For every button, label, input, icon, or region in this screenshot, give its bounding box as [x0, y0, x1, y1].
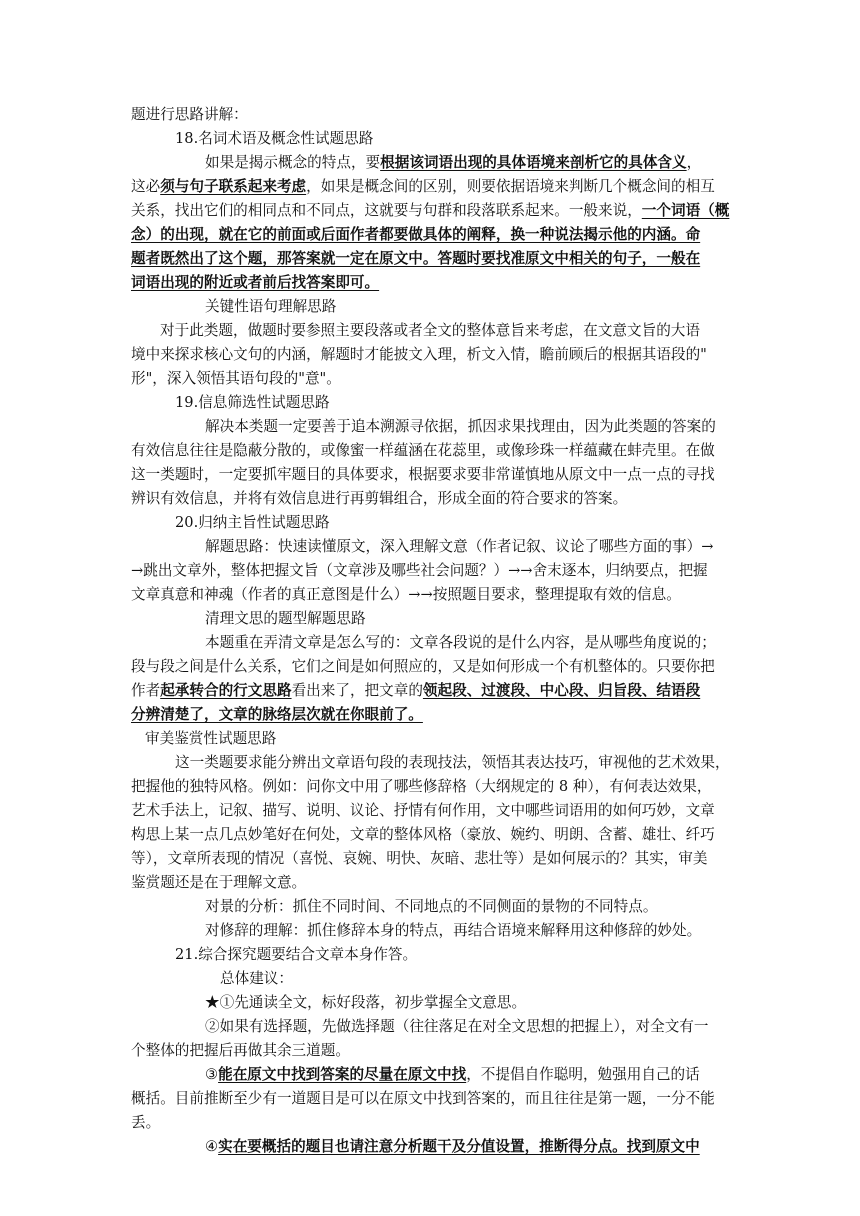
text-line: 题进行思路讲解： [131, 106, 248, 123]
text-line: 等），文章所表现的情况（喜悦、哀婉、明快、灰暗、悲壮等）是如何展示的？其实，审美 [131, 850, 708, 867]
section-heading: 19.信息筛选性试题思路 [175, 394, 330, 411]
text-line: 分辨清楚了，文章的脉络层次就在你眼前了。 [131, 706, 423, 723]
list-item: ★①先通读全文，标好段落，初步掌握全文意思。 [205, 994, 527, 1011]
text-line: 这一类题要求能分辨出文章语句段的表现技法，领悟其表达技巧，审视他的艺术效果， [175, 754, 730, 771]
text-line: 作者起承转合的行文思路看出来了，把文章的领起段、过渡段、中心段、归旨段、结语段 [131, 682, 701, 699]
text-line: 境中来探求核心文句的内涵，解题时才能披文入理，析文入情，瞻前顾后的根据其语段的" [131, 346, 707, 363]
text-line: 概括。目前推断至少有一道题目是可以在原文中找到答案的，而且往往是第一题，一分不能 [131, 1090, 715, 1107]
section-heading: 20.归纳主旨性试题思路 [175, 514, 330, 531]
section-heading: 清理文思的题型解题思路 [205, 610, 366, 627]
text-line: 丢。 [131, 1114, 161, 1131]
text-line: 对于此类题，做题时要参照主要段落或者全文的整体意旨来考虑，在文意文旨的大语 [160, 322, 700, 339]
section-heading: 关键性语句理解思路 [205, 298, 337, 315]
text-line: 这一类题时，一定要抓牢题目的具体要求，根据要求要非常谨慎地从原文中一点一点的寻找 [131, 466, 715, 483]
text-line: →跳出文章外，整体把握文旨（文章涉及哪些社会问题？）→→舍末逐本，归纳要点，把握 [131, 562, 708, 579]
text-line: 个整体的把握后再做其余三道题。 [131, 1042, 350, 1059]
text-line: 解题思路：快速读懂原文，深入理解文意（作者记叙、议论了哪些方面的事）→ [205, 538, 714, 555]
text-line: 把握他的独特风格。例如：问你文中用了哪些修辞格（大纲规定的 8 种），有何表达效果， [131, 778, 712, 795]
text-line: 鉴赏题还是在于理解文意。 [131, 874, 307, 891]
text-line: 形"，深入领悟其语句段的"意"。 [131, 370, 341, 387]
text-line: 文章真意和神魂（作者的真正意图是什么）→→按照题目要求，整理提取有效的信息。 [131, 586, 681, 603]
text-line: 对景的分析：抓住不同时间、不同地点的不同侧面的景物的不同特点。 [205, 898, 658, 915]
text-line: 构思上某一点几点妙笔好在何处，文章的整体风格（豪放、婉约、明朗、含蓄、雄壮、纤巧 [131, 826, 715, 843]
section-heading: 审美鉴赏性试题思路 [145, 730, 277, 747]
text-line: 念）的出现，就在它的前面或后面作者都要做具体的阐释，换一种说法揭示他的内涵。命 [131, 226, 701, 243]
text-line: 本题重在弄清文章是怎么写的：文章各段说的是什么内容，是从哪些角度说的； [205, 634, 716, 651]
list-item: ②如果有选择题，先做选择题（往往落足在对全文思想的把握上），对全文有一 [205, 1018, 709, 1035]
text-line: 艺术手法上，记叙、描写、说明、议论、抒情有何作用，文中哪些词语用的如何巧妙，文章 [131, 802, 715, 819]
text-line: 有效信息往往是隐蔽分散的，或像蜜一样蕴涵在花蕊里，或像珍珠一样蕴藏在蚌壳里。在做 [131, 442, 715, 459]
text-line: 辨识有效信息，并将有效信息进行再剪辑组合，形成全面的符合要求的答案。 [131, 490, 628, 507]
list-item: ③能在原文中找到答案的尽量在原文中找，不提倡自作聪明，勉强用自己的话 [205, 1066, 700, 1083]
text-line: 总体建议： [220, 970, 293, 987]
section-heading: 18.名词术语及概念性试题思路 [175, 130, 374, 147]
text-line: 段与段之间是什么关系，它们之间是如何照应的，又是如何形成一个有机整体的。只要你把 [131, 658, 715, 675]
text-line: 词语出现的附近或者前后找答案即可。 [131, 274, 380, 291]
text-line: 题者既然出了这个题，那答案就一定在原文中。答题时要找准原文中相关的句子，一般在 [131, 250, 701, 267]
section-heading: 21.综合探究题要结合文章本身作答。 [175, 946, 418, 963]
text-line: 关系，找出它们的相同点和不同点，这就要与句群和段落联系起来。一般来说，一个词语（概 [131, 202, 730, 219]
text-line: 解决本类题一定要善于追本溯源寻依据，抓因求果找理由，因为此类题的答案的 [205, 418, 716, 435]
text-line: 对修辞的理解：抓住修辞本身的特点，再结合语境来解释用这种修辞的妙处。 [205, 922, 702, 939]
text-line: 如果是揭示概念的特点，要根据该词语出现的具体语境来剖析它的具体含义， [205, 154, 702, 171]
text-line: 这必须与句子联系起来考虑，如果是概念间的区别，则要依据语境来判断几个概念间的相互 [131, 178, 715, 195]
list-item: ④实在要概括的题目也请注意分析题干及分值设置，推断得分点。找到原文中 [205, 1138, 700, 1155]
